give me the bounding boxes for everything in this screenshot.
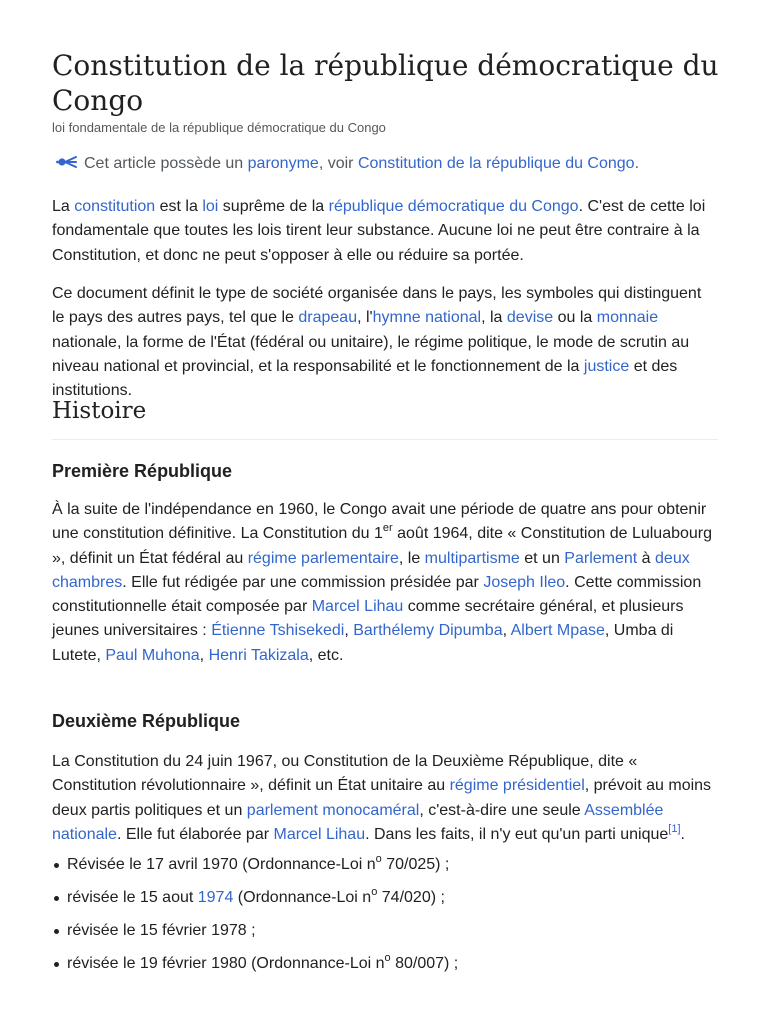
hatnote-text: . [634,155,640,172]
link-loi[interactable]: loi [202,198,219,215]
text: La [52,198,75,215]
link-hymne-national[interactable]: hymne national [372,309,482,327]
subsection-heading-premiere-republique: Première République [52,461,233,481]
text: ou la [553,309,597,327]
text: Révisée le 17 avril 1970 (Ordonnance-Loi n [67,856,376,873]
superscript: er [382,522,393,535]
link-marcel-lihau[interactable]: Marcel Lihau [311,598,404,616]
text: est la [155,198,203,215]
premiere-republique-paragraph [52,498,718,668]
text: révisée le 15 février 1978 ; [67,922,256,939]
link-monnaie[interactable]: monnaie [596,309,659,327]
link-paronyme[interactable]: paronyme [247,155,319,172]
text: , c'est-à-dire une seule [419,801,585,819]
link-justice[interactable]: justice [583,357,630,375]
text: et un [519,549,565,567]
list-item [52,853,718,886]
link-albert-mpase[interactable]: Albert Mpase [510,622,605,640]
text: , l' [357,309,373,327]
link-deux-chambres[interactable]: deux chambres [52,549,690,591]
text: , prévoit au moins deux partis politiques et un [52,777,712,819]
page-title: Constitution de la république démocratique du Congo [52,49,719,117]
link-rdc[interactable]: république démocratique du Congo [328,198,579,215]
text: Ce document définit le type de société organisée dans le pays, les symboles qui distinguent le pays des autres pays, tel que le [52,285,702,327]
text: , [199,646,209,664]
text: . [680,825,685,843]
text: , [502,622,511,640]
list-item [52,952,718,985]
text: . Dans les faits, il n'y eut qu'un parti unique [365,825,669,843]
text: . C'est de cette loi fondamentale que toutes les lois tirent leur substance. Aucune loi ne peut être contraire à la Constitution, et donc ne peut s'opposer à elle ou réduire sa portée. [52,198,706,264]
text: suprême de la [218,198,329,215]
text: comme secrétaire général, et plusieurs jeunes universitaires : [52,598,684,640]
hatnote-text: , voir [318,155,358,172]
hatnote [56,153,639,175]
text: (Ordonnance-Loi n [233,889,372,906]
deuxieme-republique-paragraph [52,750,718,847]
hatnote-text: Cet article possède un [84,155,248,172]
list-item [52,886,718,919]
superscript: o [375,853,382,865]
intro-paragraph-2 [52,282,718,403]
subsection-heading-deuxieme-republique: Deuxième République [52,711,241,731]
link-marcel-lihau[interactable]: Marcel Lihau [273,825,366,843]
link-assemblee-nationale[interactable]: Assemblée nationale [52,801,664,843]
link-henri-takizala[interactable]: Henri Takizala [208,646,309,664]
link-constitution-republique-congo[interactable]: Constitution de la république du Congo [357,155,635,172]
intro-paragraph-1 [52,195,718,268]
text: août 1964, dite « Constitution de Luluabourg », définit un État fédéral au [52,525,713,567]
revisions-list [52,853,718,985]
reference-link[interactable]: [1] [668,822,681,835]
link-joseph-ileo[interactable]: Joseph Ileo [483,573,566,591]
text: nationale, la forme de l'État (fédéral ou unitaire), le régime politique, le mode de scrutin au niveau national et provincial, et la responsabilité et le fonctionnement de la [52,333,690,375]
text: à [637,549,656,567]
link-paul-muhona[interactable]: Paul Muhona [105,646,200,664]
superscript: o [384,952,391,964]
text: , [344,622,354,640]
text: et des institutions. [52,357,678,400]
text: 74/020) ; [377,889,445,906]
superscript: o [371,886,378,898]
text: , le [398,549,425,567]
text: , Umba di Lutete, [52,622,674,664]
list-item [52,919,718,952]
text: , etc. [308,646,344,664]
link-barthelemy-dipumba[interactable]: Barthélemy Dipumba [353,622,503,640]
section-divider [52,439,718,440]
disambiguation-icon [56,154,78,168]
page-subtitle: loi fondamentale de la république démocratique du Congo [52,120,386,135]
link-constitution[interactable]: constitution [74,198,156,215]
link-parlement[interactable]: Parlement [564,549,638,567]
section-heading-histoire: Histoire [52,398,147,424]
link-parlement-monocameral[interactable]: parlement monocaméral [246,801,420,819]
link-devise[interactable]: devise [506,309,554,327]
link-multipartisme[interactable]: multipartisme [424,549,520,567]
text: révisée le 19 février 1980 (Ordonnance-Loi n [67,955,385,972]
link-regime-presidentiel[interactable]: régime présidentiel [449,777,585,795]
text: . Elle fut rédigée par une commission présidée par [122,573,484,591]
text: , la [481,309,507,327]
text: La Constitution du 24 juin 1967, ou Constitution de la Deuxième République, dite « Constitution révolutionnaire », définit un État unitaire au [52,753,638,795]
link-regime-parlementaire[interactable]: régime parlementaire [247,549,399,567]
text: . Cette commission constitutionnelle était composée par [52,573,702,616]
text: révisée le 15 aout [67,889,198,906]
link-etienne-tshisekedi[interactable]: Étienne Tshisekedi [211,622,345,640]
text: À la suite de l'indépendance en 1960, le Congo avait une période de quatre ans pour obtenir une constitution définitive. La Constitution du 1 [52,501,707,543]
link-1974[interactable]: 1974 [197,889,234,906]
link-drapeau[interactable]: drapeau [298,309,358,327]
text: . Elle fut élaborée par [116,825,274,843]
text: 80/007) ; [390,955,459,972]
text: 70/025) ; [381,856,450,873]
